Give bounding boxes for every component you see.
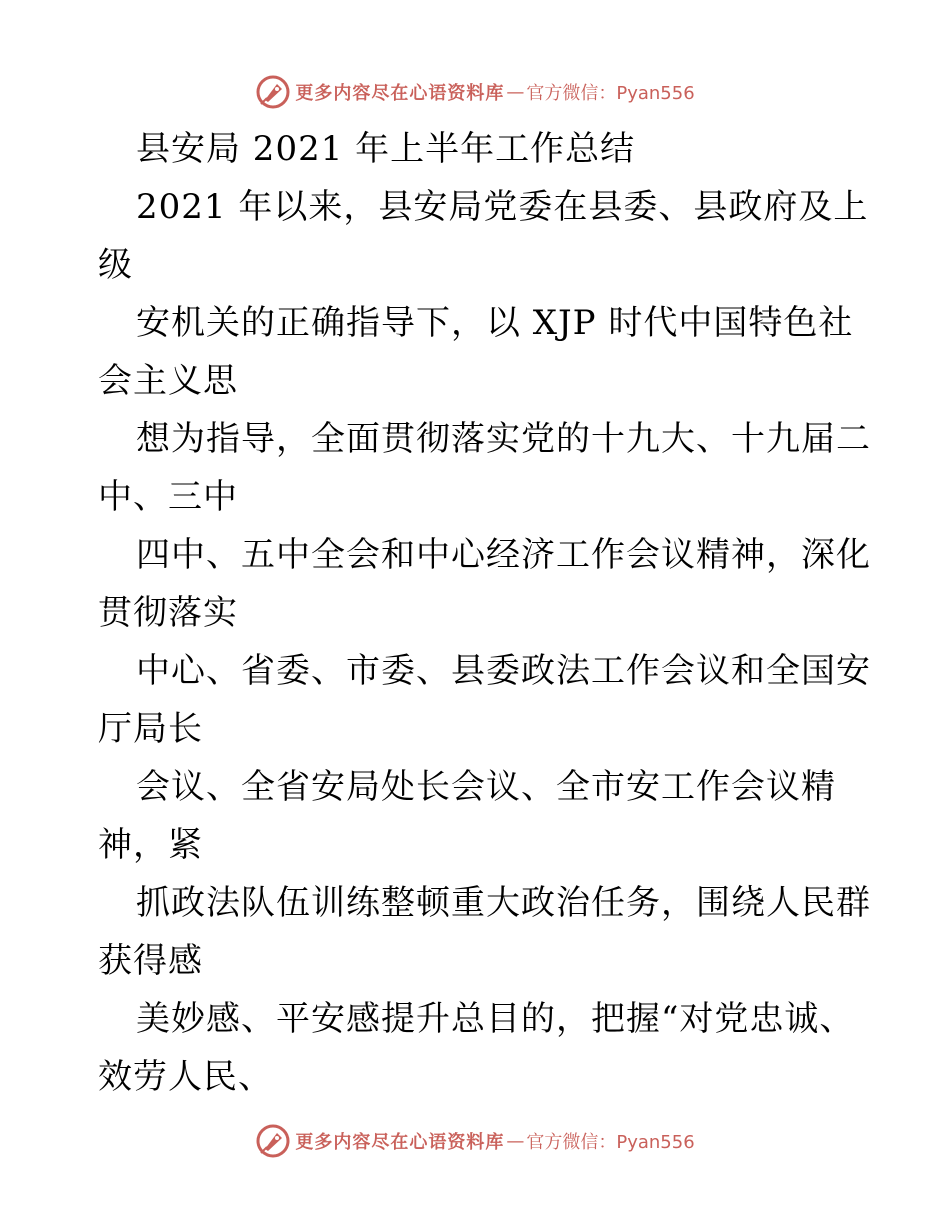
text-line: 想为指导，全面贯彻落实党的十九大、十九届二 xyxy=(136,419,871,459)
text-line: 贯彻落实 xyxy=(98,593,238,633)
text-line: 效劳人民、 xyxy=(98,1057,273,1097)
text-line: 抓政法队伍训练整顿重大政治任务，围绕人民群 xyxy=(136,883,871,923)
text-line: 获得感 xyxy=(98,941,203,981)
text-line: 四中、五中全会和中心经济工作会议精神，深化 xyxy=(136,535,871,575)
document-body xyxy=(98,120,871,1106)
text-line: 美妙感、平安感提升总目的，把握“对党忠诚、 xyxy=(136,999,855,1039)
watermark-contact: 官方微信：Pyan556 xyxy=(526,83,695,104)
watermark-text: 更多内容尽在心语资料库 xyxy=(295,83,505,104)
text-line: 安机关的正确指导下，以 XJP 时代中国特色社 xyxy=(136,303,854,343)
text-line: 2021 年以来，县安局党委在县委、县政府及上 xyxy=(136,187,869,227)
watermark-contact: 官方微信：Pyan556 xyxy=(526,1132,695,1153)
watermark-separator: — xyxy=(506,1130,525,1152)
text-line: 中心、省委、市委、县委政法工作会议和全国安 xyxy=(136,651,871,691)
text-line: 厅局长 xyxy=(98,709,203,749)
pen-nib-logo-icon xyxy=(255,74,291,110)
text-line: 会主义思 xyxy=(98,361,238,401)
watermark-text: 更多内容尽在心语资料库 xyxy=(295,1132,505,1153)
document-title: 县安局 2021 年上半年工作总结 xyxy=(136,129,636,169)
header-watermark xyxy=(0,72,950,112)
watermark-separator: — xyxy=(506,81,525,103)
text-line: 神，紧 xyxy=(98,825,203,865)
text-line: 会议、全省安局处长会议、全市安工作会议精 xyxy=(136,767,836,807)
text-line: 级 xyxy=(98,245,133,285)
footer-watermark xyxy=(0,1121,950,1161)
text-line: 中、三中 xyxy=(98,477,238,517)
pen-nib-logo-icon xyxy=(255,1123,291,1159)
